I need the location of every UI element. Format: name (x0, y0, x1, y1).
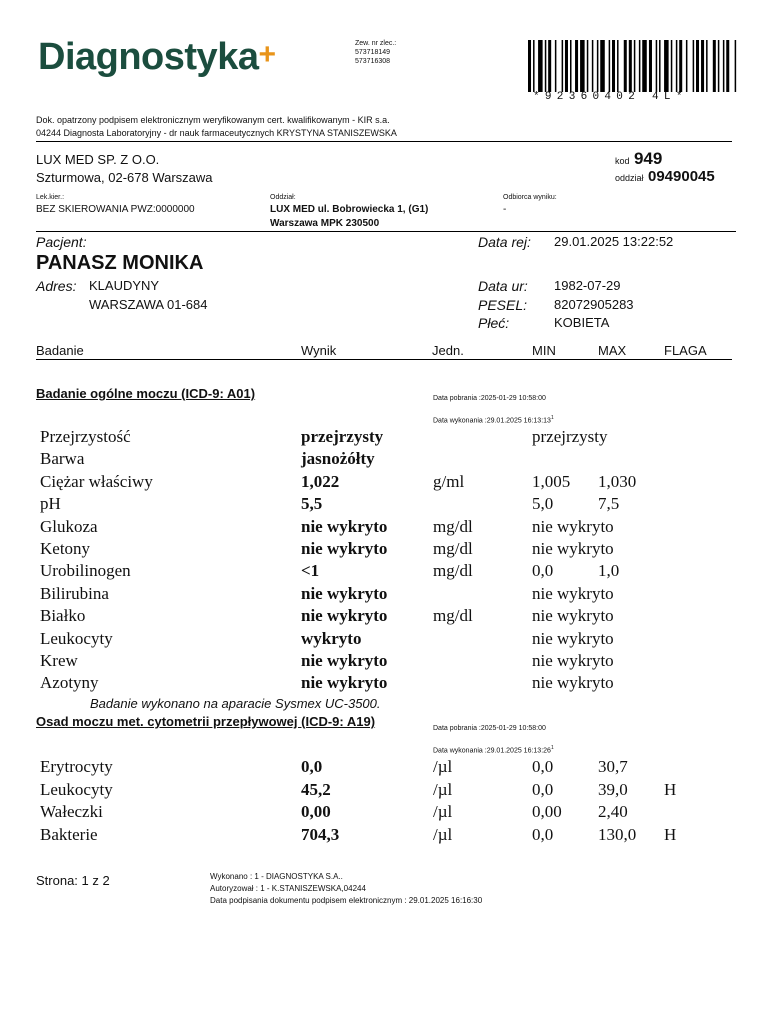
footer-data-podpisania: Data podpisania dokumentu podpisem elektronicznym : 29.01.2025 16:16:30 (210, 896, 483, 905)
result-min: 0,0 (532, 779, 554, 799)
page-number: Strona: 1 z 2 (36, 873, 110, 888)
result-unit: /µl (433, 757, 453, 776)
adres-line2: WARSZAWA 01-684 (89, 297, 208, 312)
result-unit: mg/dl (433, 516, 473, 536)
patient-name: PANASZ MONIKA (36, 252, 204, 274)
result-name: Wałeczki (40, 802, 103, 821)
result-value: 45,2 (301, 779, 331, 799)
result-name: Glukoza (40, 516, 98, 536)
data-rej-value: 29.01.2025 13:22:52 (554, 234, 674, 249)
result-name: Azotyny (40, 673, 99, 693)
oddzial-block (615, 168, 715, 186)
section1-pobrania: Data pobrania :2025-01-29 10:58:00 (433, 395, 546, 402)
result-name: Przejrzystość (40, 427, 131, 446)
result-min: nie wykryto (532, 583, 614, 603)
result-value: nie wykryto (301, 583, 388, 603)
oddzial-ref-line1: LUX MED ul. Bobrowiecka 1, (G1) (270, 204, 429, 215)
signature-note-line1: Dok. opatrzony podpisem elektronicznym weryfikowanym cert. kwalifikowanym - KIR s.a. (36, 115, 390, 125)
result-value: 704,3 (301, 824, 340, 844)
result-min: 0,0 (532, 561, 554, 581)
section1-title: Badanie ogólne moczu (ICD-9: A01) (36, 386, 256, 401)
result-value: nie wykryto (301, 606, 388, 626)
barcode-icon (528, 40, 738, 92)
result-value: nie wykryto (301, 539, 388, 558)
result-max: 130,0 (598, 824, 637, 844)
result-min: nie wykryto (532, 673, 614, 693)
section2-title: Osad moczu met. cytometrii przepływowej (ICD-9: A19) (36, 714, 376, 729)
result-flag: H (664, 779, 677, 799)
order-label: Zew. nr zlec.: (355, 40, 397, 47)
plec-value: KOBIETA (554, 315, 610, 330)
result-min: przejrzysty (532, 427, 608, 446)
result-value: <1 (301, 561, 320, 581)
result-unit: /µl (433, 824, 453, 844)
result-name: Urobilinogen (40, 561, 131, 581)
result-value: 0,0 (301, 757, 323, 776)
lek-value: BEZ SKIEROWANIA PWZ:0000000 (36, 204, 195, 215)
patient-label: Pacjent: (36, 234, 87, 250)
signature-note-line2: 04244 Diagnosta Laboratoryjny - dr nauk farmaceutycznych KRYSTYNA STANISZEWSKA (36, 128, 397, 138)
odbiorca-label: Odbiorca wyniku: (503, 194, 557, 201)
section2-wykonania: Data wykonania :29.01.2025 $16:13:26^1$ (433, 745, 554, 755)
logo-plus: + (258, 38, 276, 71)
order-number-1: 573718149 (355, 49, 391, 56)
result-min: nie wykryto (532, 516, 614, 536)
result-min: 0,0 (532, 757, 554, 776)
result-name: Erytrocyty (40, 757, 113, 776)
result-value: nie wykryto (301, 651, 388, 670)
result-value: 0,00 (301, 802, 331, 821)
result-min: nie wykryto (532, 606, 614, 626)
result-name: Ciężar właściwy (40, 471, 153, 491)
result-min: nie wykryto (532, 628, 614, 648)
result-unit: mg/dl (433, 539, 473, 558)
result-name: Leukocyty (40, 779, 113, 799)
adres-label: Adres: (36, 278, 77, 294)
result-value: wykryto (301, 628, 362, 648)
result-name: Bakterie (40, 824, 98, 844)
pesel-value: 82072905283 (554, 297, 634, 312)
result-max: 7,5 (598, 494, 620, 514)
result-name: Barwa (40, 449, 85, 469)
logo-text: Diagnostyka (38, 36, 259, 78)
result-name: Ketony (40, 539, 91, 558)
col-wynik: Wynik (301, 343, 337, 358)
result-value: 5,5 (301, 494, 323, 514)
result-name: Leukocyty (40, 628, 113, 648)
col-max: MAX (598, 343, 627, 358)
plec-label: Płeć: (478, 315, 510, 331)
order-number-2: 573716308 (355, 58, 391, 65)
result-flag: H (664, 824, 677, 844)
col-flaga: FLAGA (664, 343, 707, 358)
client-name: LUX MED SP. Z O.O. (36, 152, 160, 167)
result-max: 1,0 (598, 561, 620, 581)
footer-wykonano: Wykonano : 1 - DIAGNOSTYKA S.A.. (210, 872, 343, 881)
col-jedn: Jedn. (432, 343, 464, 358)
result-min: 1,005 (532, 471, 571, 491)
result-unit: /µl (433, 779, 453, 799)
section2-pobrania: Data pobrania :2025-01-29 10:58:00 (433, 725, 546, 732)
col-min: MIN (532, 343, 556, 358)
client-address: Szturmowa, 02-678 Warszawa (36, 170, 213, 185)
result-value: nie wykryto (301, 516, 388, 536)
data-ur-value: 1982-07-29 (554, 278, 621, 293)
diagnostyka-logo (38, 36, 276, 79)
result-unit: g/ml (433, 471, 465, 491)
section1-note: Badanie wykonano na aparacie Sysmex UC-3500. (90, 696, 381, 711)
result-max: 2,40 (598, 802, 628, 821)
oddzial-ref-label: Oddział: (270, 194, 296, 201)
data-ur-label: Data ur: (478, 278, 528, 294)
odbiorca-value: - (503, 204, 507, 215)
result-value: przejrzysty (301, 427, 384, 446)
result-unit: /µl (433, 802, 453, 821)
barcode-text: *92360402 4L* (533, 91, 688, 103)
pesel-label: PESEL: (478, 297, 528, 313)
adres-line1: KLAUDYNY (89, 278, 160, 293)
kod-label: kod (615, 156, 630, 166)
col-badanie: Badanie (36, 343, 84, 358)
result-name: Krew (40, 651, 78, 670)
result-max: 30,7 (598, 757, 628, 776)
result-min: nie wykryto (532, 539, 614, 558)
kod-block (615, 149, 662, 169)
result-min: 0,0 (532, 824, 554, 844)
result-min: nie wykryto (532, 651, 614, 670)
kod-value: 949 (633, 149, 663, 168)
result-unit: mg/dl (433, 606, 473, 626)
lek-label: Lek.kier.: (36, 194, 65, 201)
oddzial-value: 09490045 (647, 168, 715, 185)
result-max: 1,030 (598, 471, 637, 491)
result-name: Bilirubina (40, 583, 109, 603)
result-value: jasnożółty (301, 449, 375, 469)
result-min: 5,0 (532, 494, 554, 514)
result-name: Białko (40, 606, 86, 626)
result-value: nie wykryto (301, 673, 388, 693)
oddzial-ref-line2: Warszawa MPK 230500 (270, 218, 380, 229)
result-value: 1,022 (301, 471, 340, 491)
section1-wykonania: Data wykonania :29.01.2025 $16:13:13^1$ (433, 415, 554, 425)
footer-autoryzowal: Autoryzował : 1 - K.STANISZEWSKA,04244 (210, 884, 366, 893)
result-name: pH (40, 494, 61, 514)
data-rej-label: Data rej: (478, 234, 531, 250)
result-max: 39,0 (598, 779, 628, 799)
oddzial-label: oddział (615, 173, 644, 183)
result-min: 0,00 (532, 802, 562, 821)
result-unit: mg/dl (433, 561, 473, 581)
